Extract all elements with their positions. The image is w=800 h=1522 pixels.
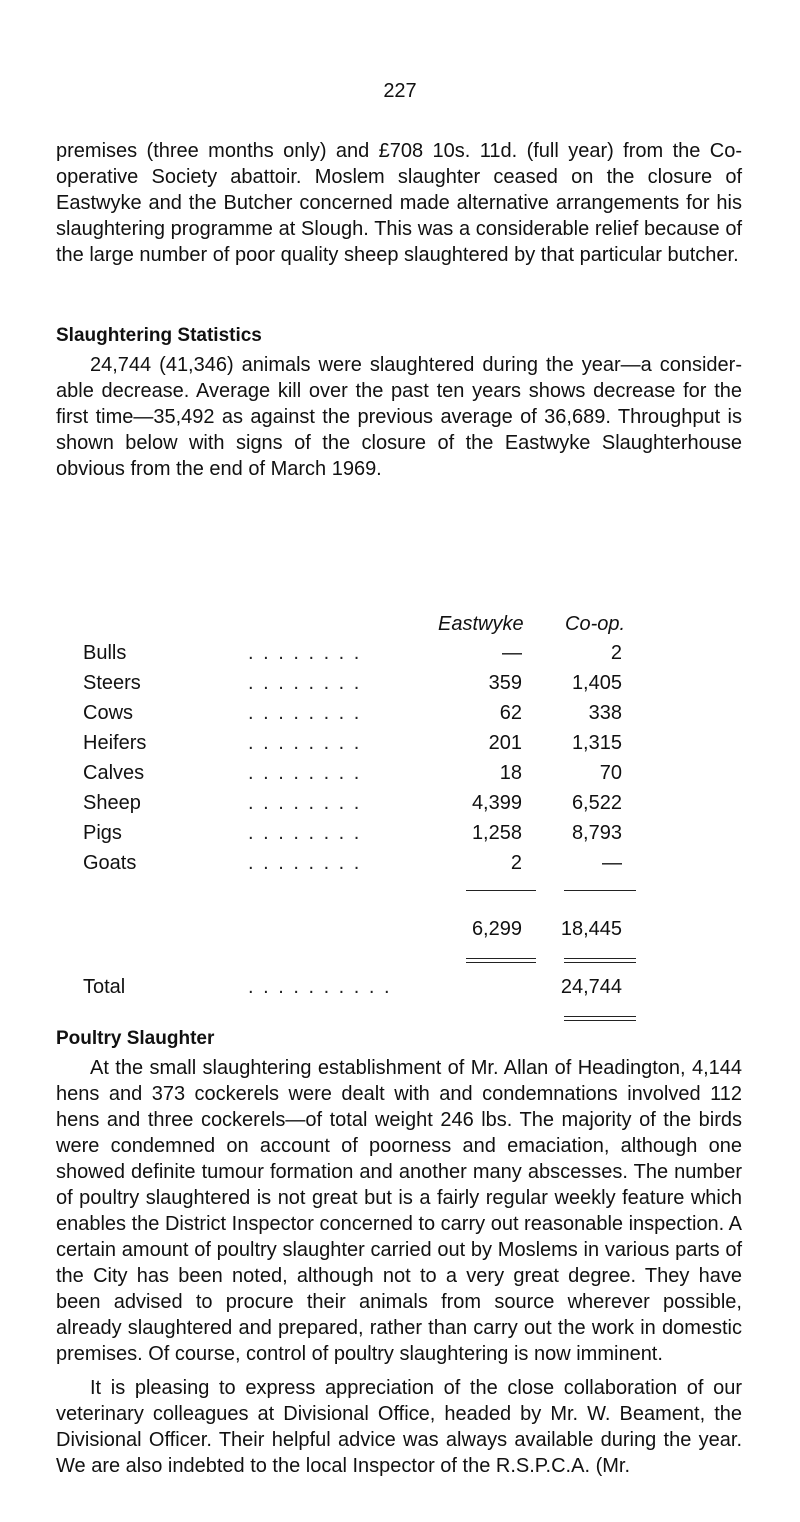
table-row — [0, 672, 800, 698]
total-value: 24,744 — [560, 976, 622, 998]
leader-dots: . . . . . . . . — [248, 792, 362, 814]
row-label: Calves — [83, 762, 145, 784]
subtotal-row — [0, 918, 800, 944]
coop-value: 2 — [610, 642, 622, 664]
coop-value: 1,315 — [571, 732, 622, 754]
subtotal-rule-eastwyke — [466, 890, 536, 891]
row-label: Sheep — [83, 792, 141, 814]
leader-dots: . . . . . . . . . . — [248, 976, 392, 998]
table-row — [0, 822, 800, 848]
slaughtering-statistics-paragraph: 24,744 (41,346) animals were slaughtered during the year—a consider-able decrease. Average kill over the past ten years shows decrease for the first time—35,492 as against the previous average of 36,689. Throughput is shown below with signs of the closure of the Eastwyke Slaughterhouse obvious from the end of March 1969. — [56, 354, 742, 480]
table-row — [0, 702, 800, 728]
leader-dots: . . . . . . . . — [248, 852, 362, 874]
row-label: Bulls — [83, 642, 127, 664]
coop-value: 338 — [588, 702, 622, 724]
table-row — [0, 792, 800, 818]
coop-value: 8,793 — [571, 822, 622, 844]
leader-dots: . . . . . . . . — [248, 732, 362, 754]
total-row — [0, 976, 800, 1002]
double-rule-coop-top — [564, 958, 636, 959]
eastwyke-value: 4,399 — [471, 792, 522, 814]
row-label: Heifers — [83, 732, 147, 754]
total-label: Total — [83, 976, 126, 998]
row-label: Goats — [83, 852, 137, 874]
total-double-rule-top — [564, 1016, 636, 1017]
table-row — [0, 852, 800, 878]
eastwyke-value: 62 — [499, 702, 522, 724]
column-header-eastwyke: Eastwyke — [438, 613, 524, 635]
leader-dots: . . . . . . . . — [248, 642, 362, 664]
table-row — [0, 642, 800, 668]
coop-value: — — [602, 852, 622, 874]
column-header-coop: Co-op. — [565, 613, 626, 635]
leader-dots: . . . . . . . . — [248, 822, 362, 844]
double-rule-coop-bottom — [564, 962, 636, 963]
page-number: 227 — [383, 80, 417, 102]
leader-dots: . . . . . . . . — [248, 702, 362, 724]
eastwyke-value: 1,258 — [471, 822, 522, 844]
subtotal-coop: 18,445 — [560, 918, 622, 940]
coop-value: 70 — [599, 762, 622, 784]
subtotal-rule-coop — [564, 890, 636, 891]
table-row — [0, 762, 800, 788]
eastwyke-value: 18 — [499, 762, 522, 784]
subtotal-eastwyke: 6,299 — [471, 918, 522, 940]
eastwyke-value: — — [502, 642, 522, 664]
double-rule-eastwyke-bottom — [466, 962, 536, 963]
table-row — [0, 732, 800, 758]
section-heading-poultry-slaughter: Poultry Slaughter — [56, 1028, 215, 1049]
row-label: Cows — [83, 702, 134, 724]
section-heading-slaughtering-statistics: Slaughtering Statistics — [56, 325, 262, 346]
leader-dots: . . . . . . . . — [248, 672, 362, 694]
double-rule-eastwyke-top — [466, 958, 536, 959]
coop-value: 6,522 — [571, 792, 622, 814]
eastwyke-value: 2 — [510, 852, 522, 874]
appreciation-paragraph: It is pleasing to express appreciation of the close collaboration of our veterinary colleagues at Divisional Office, headed by Mr. W. Beament, the Divisional Officer. Their helpful advice was always available during the year. We are also indebted to the local Inspector of the R.S.P.C.A. (Mr. — [56, 1377, 742, 1477]
coop-value: 1,405 — [571, 672, 622, 694]
poultry-paragraph: At the small slaughtering establishment of Mr. Allan of Headington, 4,144 hens and 373 cockerels were dealt with and condemnations involved 112 hens and three cockerels—of total weight 246 lbs. The majority of the birds were condemned on account of poorness and emaciation, although one showed definite tumour formation and another many abscesses. The number of poultry slaughtered is not great but is a fairly regular weekly feature which enables the District Inspector concerned to carry out reasonable inspection. A certain amount of poultry slaughter carried out by Moslems in various parts of the City has been noted, although not to a very great degree. They have been advised to procure their animals from source wherever possible, already slaughtered and prepared, rather than carry out the work in domestic premises. Of course, control of poultry slaughtering is now imminent. — [56, 1057, 742, 1365]
eastwyke-value: 201 — [488, 732, 522, 754]
eastwyke-value: 359 — [488, 672, 522, 694]
total-double-rule-bottom — [564, 1020, 636, 1021]
row-label: Steers — [83, 672, 141, 694]
row-label: Pigs — [83, 822, 122, 844]
leader-dots: . . . . . . . . — [248, 762, 362, 784]
intro-paragraph: premises (three months only) and £708 10s. 11d. (full year) from the Co-operative Society abattoir. Moslem slaughter ceased on the closure of Eastwyke and the Butcher concerned made alternative arrangements for his slaughtering programme at Slough. This was a considerable relief because of the large number of poor quality sheep slaughtered by that particular butcher. — [56, 140, 742, 266]
